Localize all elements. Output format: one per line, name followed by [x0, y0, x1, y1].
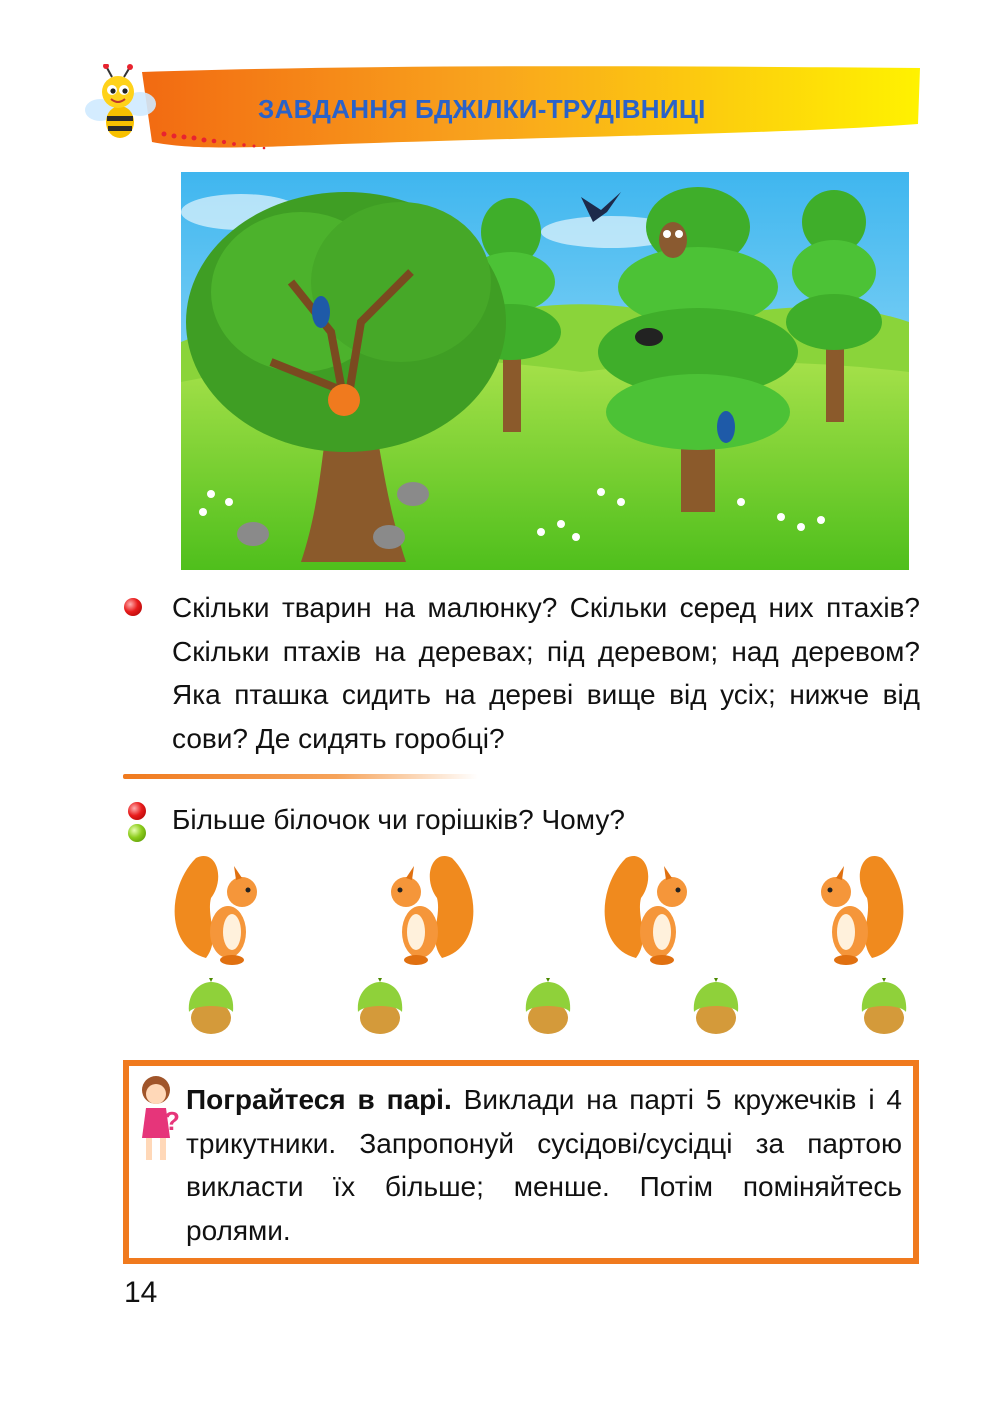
squirrel-icon [810, 848, 912, 968]
girl-icon [132, 1072, 180, 1168]
squirrel-icon [380, 848, 482, 968]
squirrel-icon [596, 848, 698, 968]
pair-game-lead: Пограйтеся в парі. [186, 1084, 452, 1115]
bullet-red-icon [124, 598, 142, 616]
pair-game-body: Виклади на парті 5 кружечків і 4 трикутники. Запропонуй сусідові/сусідці за партою викласти їх більше; менше. Потім поміняйтесь ролями. [186, 1084, 902, 1246]
forest-illustration [181, 172, 909, 570]
bullet-green-icon [128, 824, 146, 842]
bee-icon [80, 64, 160, 144]
squirrel-icon [166, 848, 268, 968]
nut-icon [352, 978, 408, 1038]
page-title: ЗАВДАННЯ БДЖІЛКИ-ТРУДІВНИЦІ [258, 94, 706, 124]
pair-game-text [186, 1078, 902, 1252]
nut-icon [856, 978, 912, 1038]
question-squirrels-nuts: Більше білочок чи горішків? Чому? [172, 804, 625, 835]
section-divider [123, 774, 478, 779]
nut-icon [688, 978, 744, 1038]
svg-text:?: ? [164, 1106, 180, 1136]
question-animals: Скільки тварин на малюнку? Скільки серед них птахів? Скільки птахів на деревах; під деревом; над деревом? Яка пташка сидить на дереві вище від усіх; нижче від сови? Де сидять горобці? [172, 592, 920, 754]
page-number: 14 [124, 1276, 158, 1309]
bullet-red-icon [128, 802, 146, 820]
nut-icon [183, 978, 239, 1038]
nut-icon [520, 978, 576, 1038]
